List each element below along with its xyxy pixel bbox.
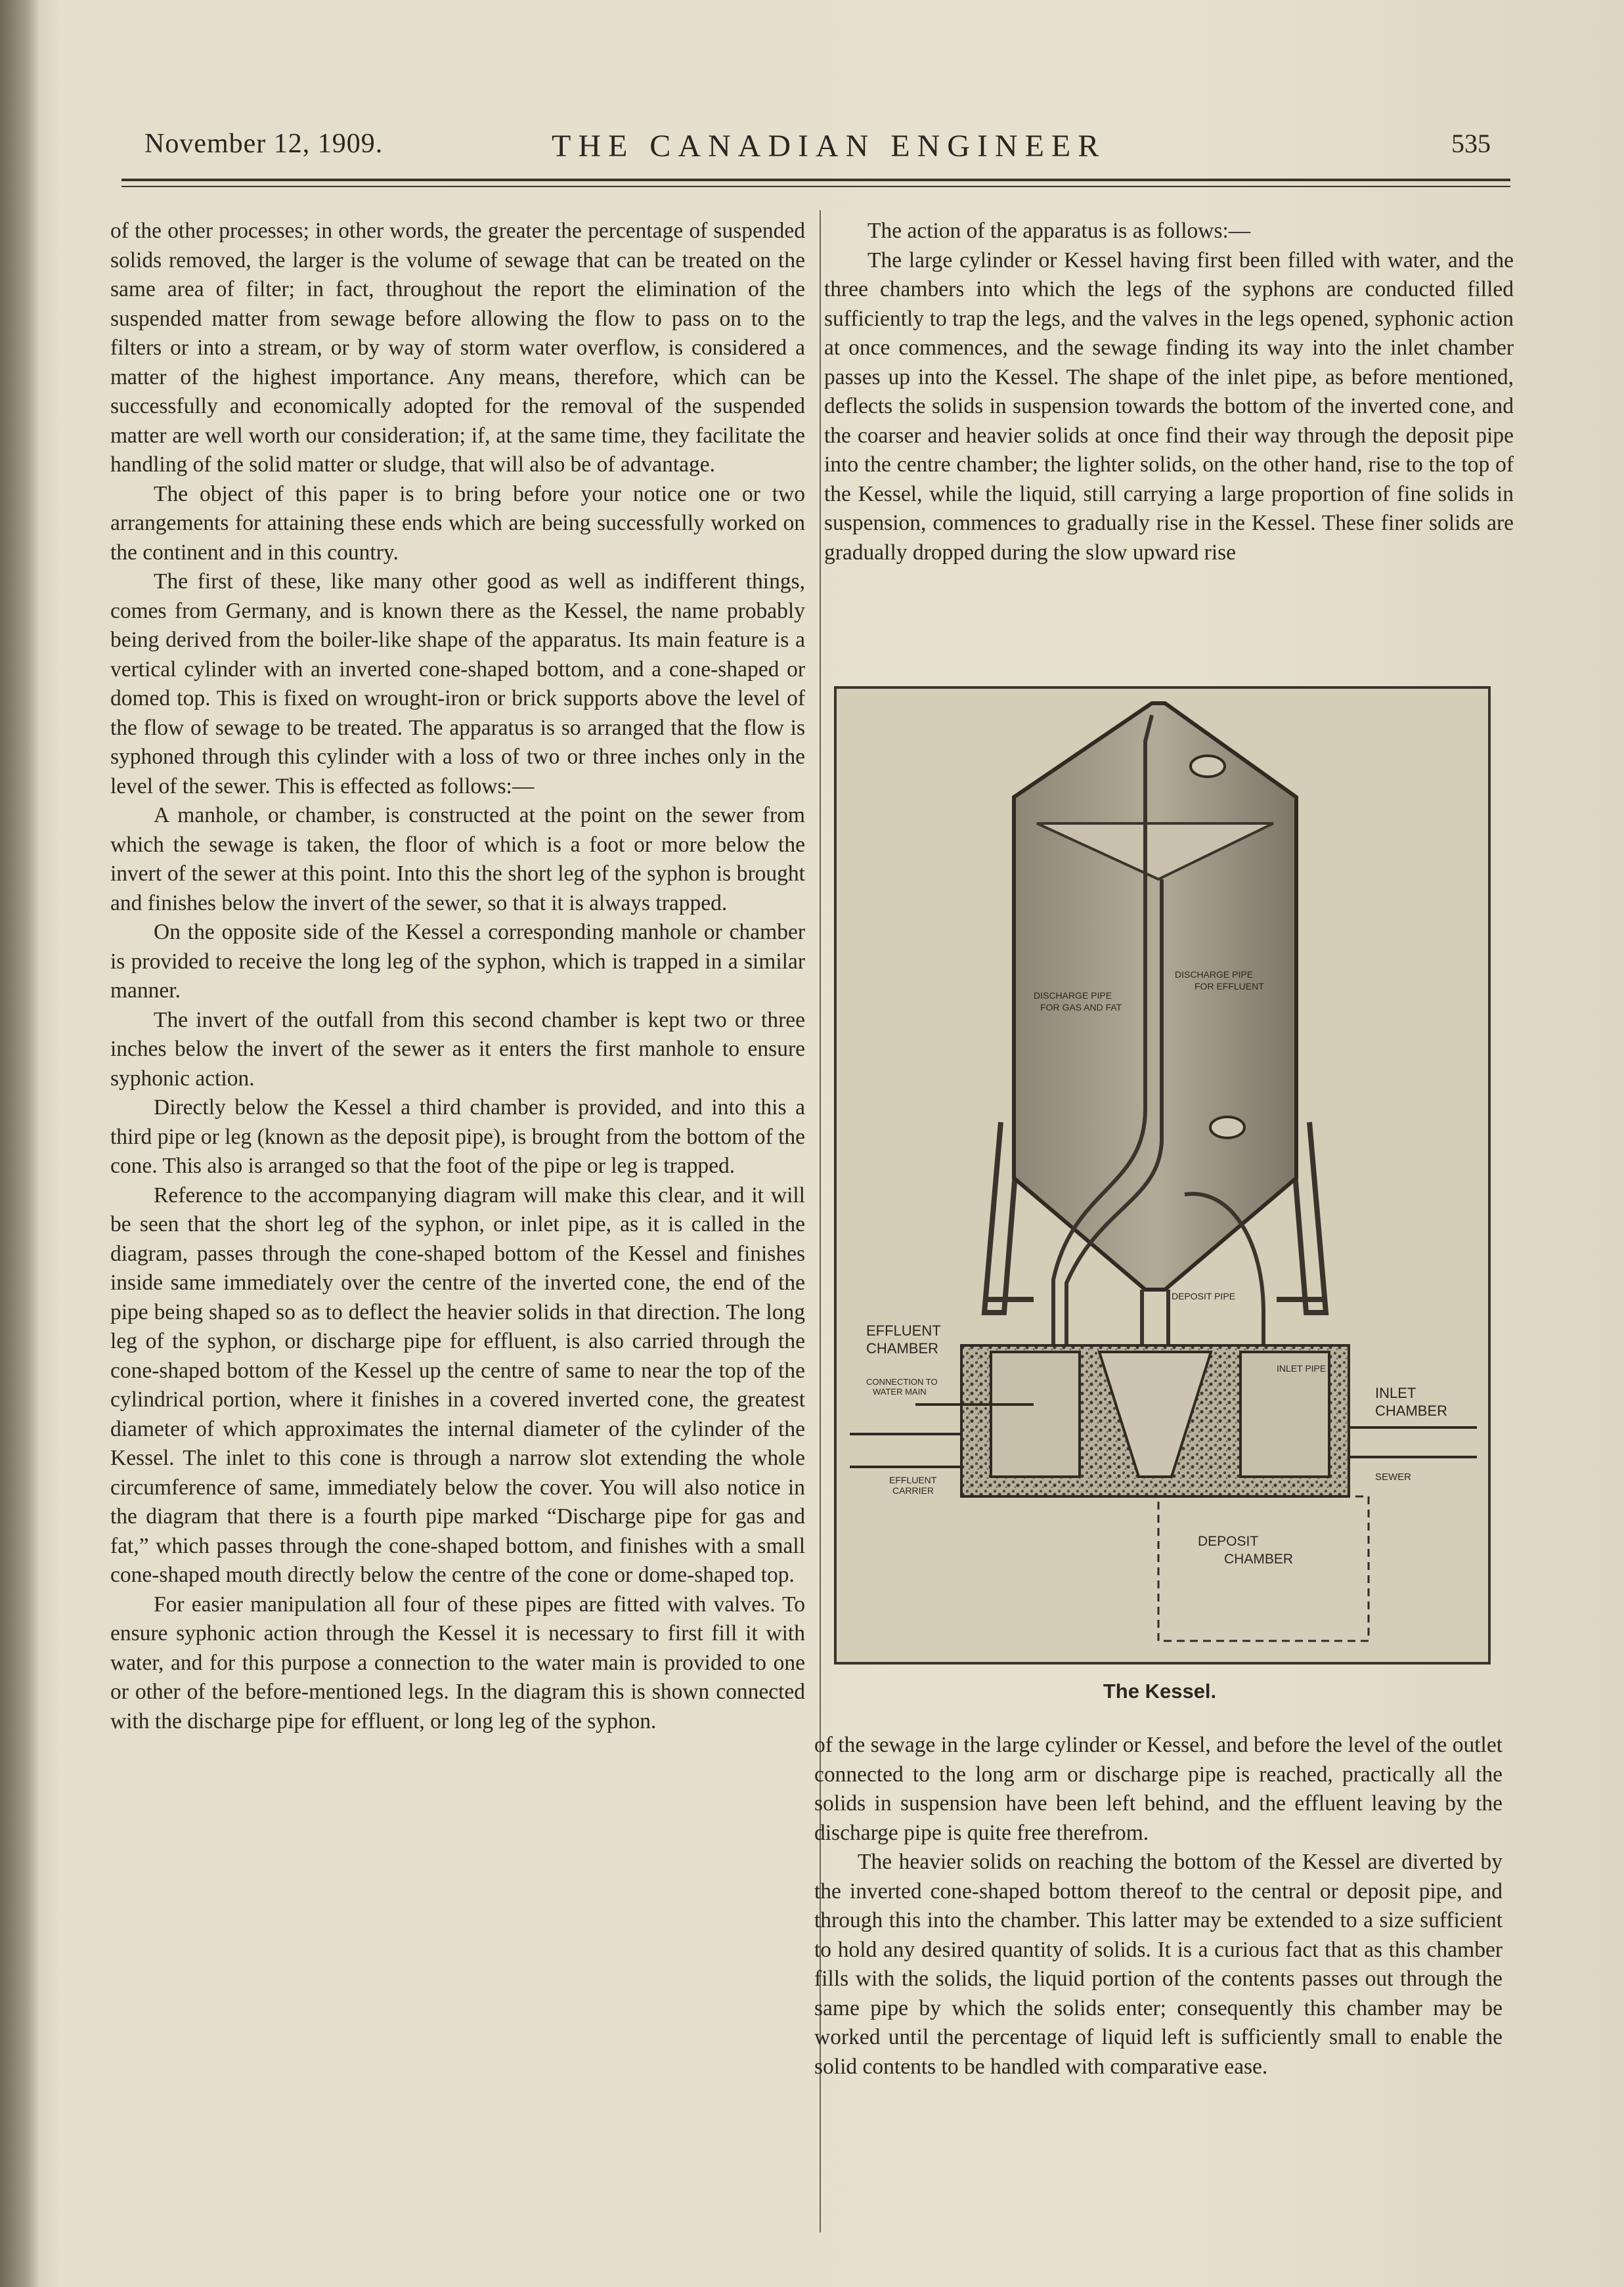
effluent-chamber-well [991,1352,1080,1477]
label-discharge-gas-1: DISCHARGE PIPE [1034,990,1112,1001]
kessel-diagram [834,686,1491,1665]
left-column [110,217,805,1736]
paragraph: of the sewage in the large cylinder or Kessel, and before the level of the outlet connected to the long arm or discharge pipe is reached, practically all the solids in suspension have been left behind, and the effluent leaving by the discharge pipe is quite free therefrom. [814,1733,1503,1845]
label-sewer: SEWER [1375,1471,1412,1483]
header-rule-thin [121,186,1510,187]
label-connection-1: CONNECTION TO [866,1377,938,1387]
journal-title: THE CANADIAN ENGINEER [552,129,1107,163]
page-number: 535 [1451,129,1491,158]
paragraph: A manhole, or chamber, is constructed at the point on the sewer from which the sewage is taken, the floor of which is a foot or more below the invert of the sewer at this point. Into this the short leg of the syphon is brought and finishes below the invert of the sewer, so that it is always trapped. [110,803,805,915]
paragraph: The heavier solids on reaching the bottom of the Kessel are diverted by the inverted cone-shaped bottom thereof to the central or deposit pipe, and through this into the chamber. This latter may be extended to a size sufficient to hold any desired quantity of solids. It is a curious fact that as this chamber fills with the solids, the liquid portion of the contents passes out through the same pipe by which the solids enter; consequently this chamber may be worked until the percentage of liquid left is sufficiently small to enable the solid contents to be handled with comparative ease. [814,1850,1503,2079]
label-discharge-effluent-1: DISCHARGE PIPE [1175,969,1254,980]
paragraph: The large cylinder or Kessel having first been filled with water, and the three chambers into which the legs of the syphons are conducted filled sufficiently to trap the legs, and the valves in the legs opened, syphonic action at once commences, and the sewage finding its way into the inlet chamber passes up into the Kessel. The shape of the inlet pipe, as before mentioned, deflects the solids in suspension towards the bottom of the inverted cone, and the coarser and heavier solids at once find their way through the deposit pipe into the centre chamber; the lighter solids, on the other hand, rise to the top of the Kessel, while the liquid, still carrying a large proportion of fine solids in suspension, commences to gradually rise in the Kessel. These finer solids are gradually dropped during the slow upward rise [824,248,1514,565]
paragraph: For easier manipulation all four of these pipes are fitted with valves. To ensure syphonic action through the Kessel it is necessary to first fill it with water, and for this purpose a connection to the water main is provided to one or other of the before-mentioned legs. In the diagram this is shown connected with the discharge pipe for effluent, or long leg of the syphon. [110,1592,805,1733]
label-inlet-chamber-2: CHAMBER [1375,1403,1448,1419]
label-deposit-chamber-2: CHAMBER [1224,1552,1294,1567]
label-deposit-chamber-1: DEPOSIT [1198,1534,1259,1549]
running-header [144,128,1491,174]
label-discharge-effluent-2: FOR EFFLUENT [1195,981,1264,991]
paragraph: Directly below the Kessel a third chamber is provided, and into this a third pipe or leg (known as the deposit pipe), is brought from the bottom of the cone. This also is arranged so that the foot of the pipe or leg is trapped. [110,1095,805,1178]
kessel-illustration [837,689,1488,1662]
paragraph: The object of this paper is to bring before your notice one or two arrangements for attaining these ends which are being successfully worked on the continent and in this country. [110,481,805,565]
paragraph: The action of the apparatus is as follows:— [867,219,1251,243]
book-spine-shadow [0,0,39,2287]
right-column-top [824,217,1514,567]
paragraph: The first of these, like many other good as well as indifferent things, comes from Germany, and is known there as the Kessel, the name probably being derived from the boiler-like shape of the apparatus. Its main feature is a vertical cylinder with an inverted cone-shaped bottom, and a cone-shaped or domed top. This is fixed on wrought-iron or brick supports above the level of the flow of sewage to be treated. The apparatus is so arranged that the flow is syphoned through this cylinder with a loss of two or three inches only in the level of the sewer. This is effected as follows:— [110,569,805,798]
label-discharge-gas-2: FOR GAS AND FAT [1040,1002,1122,1013]
paragraph: Reference to the accompanying diagram will make this clear, and it will be seen that the short leg of the syphon, or inlet pipe, as it is called in the diagram, passes through the cone-shaped bottom of the Kessel and finishes inside same immediately over the centre of the inverted cone, the end of the pipe being shaped so as to deflect the heavier solids in that direction. The long leg of the syphon, or discharge pipe for effluent, is also carried through the cone-shaped bottom of the Kessel up the centre of same to near the top of the cylindrical portion, where it finishes in a covered inverted cone, the greatest diameter of which approximates the internal diameter of the cylinder of the Kessel. The inlet to this cone is through a narrow slot extending the whole circumference of same, immediately below the cover. You will also notice in the diagram that there is a fourth pipe marked “Discharge pipe for gas and fat,” which passes through the cone-shaped bottom, and finishes with a small cone-shaped mouth directly below the centre of the cone or dome-shaped top. [110,1183,805,1587]
figure-caption: The Kessel. [1103,1680,1217,1703]
label-effluent-chamber-2: CHAMBER [866,1340,939,1357]
paragraph: On the opposite side of the Kessel a corresponding manhole or chamber is provided to receive the long leg of the syphon, which is trapped in a similar manner. [110,920,805,1003]
label-inlet-pipe: INLET PIPE [1277,1363,1327,1374]
header-rule-thick [121,179,1510,181]
label-connection-2: WATER MAIN [873,1387,927,1397]
issue-date: November 12, 1909. [144,129,384,159]
manhole-bottom [1210,1117,1244,1138]
label-inlet-chamber-1: INLET [1375,1385,1416,1401]
label-effluent-carrier-2: CARRIER [892,1485,934,1496]
label-effluent-carrier-1: EFFLUENT [889,1475,937,1485]
label-deposit-pipe: DEPOSIT PIPE [1172,1291,1235,1301]
paragraph: The invert of the outfall from this second chamber is kept two or three inches below the invert of the sewer as it enters the first manhole to ensure syphonic action. [110,1007,805,1091]
right-column-bottom [814,1731,1503,2081]
label-effluent-chamber-1: EFFLUENT [866,1322,941,1339]
paragraph: of the other processes; in other words, the greater the percentage of suspended solids removed, the larger is the volume of sewage that can be treated on the same area of filter; in fact, throughout the report the elimination of the suspended matter from sewage before allowing the flow to pass on to the filters or into a stream, or by way of storm water overflow, is considered a matter of the highest importance. Any means, therefore, which can be successfully and economically adopted for the removal of the suspended matter are well worth our consideration; if, at the same time, they facilitate the handling of the solid matter or sludge, that will also be of advantage. [110,219,805,477]
manhole-top [1191,756,1225,777]
